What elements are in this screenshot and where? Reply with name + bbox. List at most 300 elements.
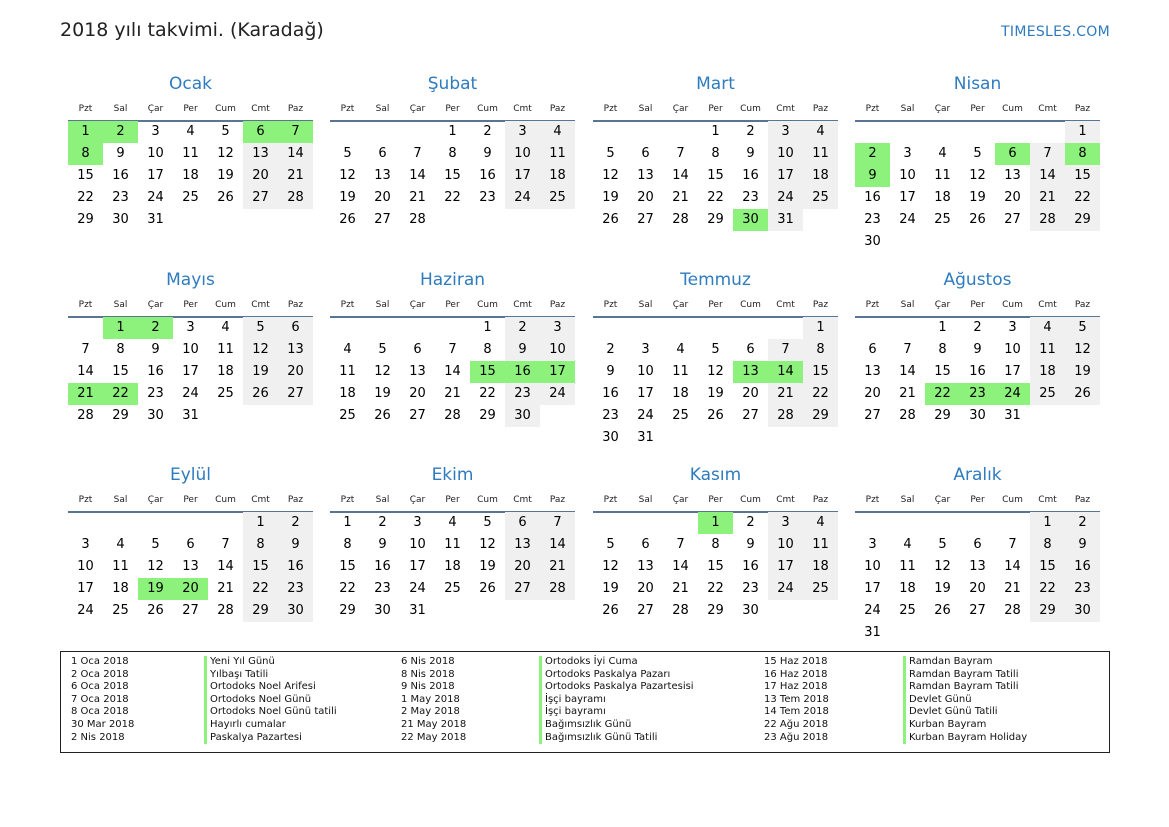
- day-cell: 27: [278, 383, 313, 405]
- day-cell: 11: [672, 364, 689, 379]
- weekday-label: Cum: [477, 104, 498, 114]
- day-cell: 16: [1065, 556, 1100, 578]
- holiday-name: İşçi bayramı: [539, 706, 606, 719]
- day-cell: 24: [864, 603, 881, 618]
- day-cell: 25: [182, 190, 199, 205]
- day-cell: 15: [77, 168, 94, 183]
- day-cell: 2: [378, 515, 387, 530]
- day-cell: 25: [217, 386, 234, 401]
- holiday-day-cell: 21: [68, 383, 103, 405]
- day-cell: 20: [409, 386, 426, 401]
- day-cell: 25: [112, 603, 129, 618]
- weekday-header: [330, 495, 575, 507]
- day-cell: 25: [803, 187, 838, 209]
- weekday-label: Per: [183, 104, 198, 114]
- weekday-label: Çar: [934, 104, 951, 114]
- day-cell: 13: [969, 559, 986, 574]
- weekday-label: Per: [183, 300, 198, 310]
- day-cell: 16: [278, 556, 313, 578]
- month-name: Haziran: [419, 270, 486, 290]
- day-cell: 23: [112, 190, 129, 205]
- day-cell: 15: [1065, 165, 1100, 187]
- weekday-label: Çar: [147, 104, 164, 114]
- day-cell: 9: [973, 342, 982, 357]
- day-cell: 7: [81, 342, 90, 357]
- day-cell: 18: [540, 165, 575, 187]
- month-name: Ağustos: [943, 270, 1012, 290]
- day-cell: 28: [672, 603, 689, 618]
- day-cell: 3: [413, 515, 422, 530]
- day-cell: 22: [479, 386, 496, 401]
- month-name: Temmuz: [680, 270, 751, 290]
- weekday-label: Çar: [147, 300, 164, 310]
- weekday-label: Per: [708, 495, 723, 505]
- day-cell: 4: [221, 320, 230, 335]
- day-cell: 27: [637, 212, 654, 227]
- day-cell: 28: [278, 187, 313, 209]
- day-cell: 26: [934, 603, 951, 618]
- weekday-label: Cum: [1002, 495, 1023, 505]
- day-cell: 18: [444, 559, 461, 574]
- day-cell: 6: [641, 146, 650, 161]
- day-cell: 25: [672, 408, 689, 423]
- day-cell: 10: [505, 143, 540, 165]
- day-cell: 24: [899, 212, 916, 227]
- day-cell: 27: [969, 603, 986, 618]
- holiday-day-cell: 22: [925, 383, 960, 405]
- day-cell: 28: [409, 212, 426, 227]
- holiday-date: 8 Nis 2018: [401, 668, 455, 680]
- day-cell: 6: [973, 537, 982, 552]
- day-cell: 21: [217, 581, 234, 596]
- day-cell: 20: [742, 386, 759, 401]
- holiday-date: 2 Oca 2018: [71, 668, 129, 680]
- day-cell: 29: [1030, 600, 1065, 622]
- day-cell: 3: [1008, 320, 1017, 335]
- holiday-date: 8 Oca 2018: [71, 706, 129, 718]
- day-cell: 12: [243, 339, 278, 361]
- day-cell: 11: [803, 534, 838, 556]
- weekday-label: Cum: [740, 104, 761, 114]
- day-cell: 31: [768, 209, 803, 231]
- day-cell: 12: [602, 559, 619, 574]
- day-cell: 6: [413, 342, 422, 357]
- weekday-label: Paz: [812, 300, 829, 310]
- weekday-label: Cmt: [513, 104, 532, 114]
- day-cell: 11: [217, 342, 234, 357]
- day-cell: 10: [768, 143, 803, 165]
- day-cell: 7: [221, 537, 230, 552]
- day-cell: 13: [374, 168, 391, 183]
- month-name: Nisan: [953, 74, 1002, 94]
- day-cell: 8: [711, 537, 720, 552]
- day-cell: 12: [602, 168, 619, 183]
- day-cell: 30: [112, 212, 129, 227]
- day-cell: 14: [672, 168, 689, 183]
- weekday-label: Cum: [215, 300, 236, 310]
- day-cell: 26: [339, 212, 356, 227]
- day-cell: 28: [672, 212, 689, 227]
- day-cell: 5: [606, 537, 615, 552]
- weekday-label: Pzt: [340, 495, 355, 505]
- day-cell: 3: [81, 537, 90, 552]
- day-cell: 23: [374, 581, 391, 596]
- day-cell: 4: [1030, 317, 1065, 339]
- day-cell: 20: [864, 386, 881, 401]
- day-cell: 12: [934, 559, 951, 574]
- day-cell: 22: [77, 190, 94, 205]
- day-cell: 9: [1065, 534, 1100, 556]
- day-cell: 30: [602, 430, 619, 445]
- day-cell: 24: [182, 386, 199, 401]
- day-cell: 18: [112, 581, 129, 596]
- day-cell: 17: [637, 386, 654, 401]
- day-cell: 20: [637, 581, 654, 596]
- holiday-date: 14 Tem 2018: [764, 706, 829, 718]
- day-cell: 23: [147, 386, 164, 401]
- day-cell: 16: [742, 168, 759, 183]
- day-cell: 16: [864, 190, 881, 205]
- holiday-day-cell: 13: [733, 361, 768, 383]
- day-cell: 9: [378, 537, 387, 552]
- day-cell: 17: [182, 364, 199, 379]
- holiday-name: Ramdan Bayram Tatili: [903, 669, 1019, 682]
- day-cell: 30: [742, 603, 759, 618]
- holiday-date: 2 Nis 2018: [71, 731, 125, 743]
- day-cell: 7: [1030, 143, 1065, 165]
- day-cell: 31: [147, 212, 164, 227]
- weekday-label: Paz: [1074, 104, 1091, 114]
- day-cell: 7: [448, 342, 457, 357]
- day-cell: 4: [803, 121, 838, 143]
- day-cell: 30: [147, 408, 164, 423]
- day-cell: 19: [243, 361, 278, 383]
- day-cell: 9: [746, 537, 755, 552]
- day-cell: 7: [676, 146, 685, 161]
- weekday-label: Per: [183, 495, 198, 505]
- month-calendar: [68, 465, 313, 650]
- weekday-label: Cmt: [513, 495, 532, 505]
- day-cell: 6: [378, 146, 387, 161]
- day-cell: 5: [151, 537, 160, 552]
- day-cell: 10: [540, 339, 575, 361]
- day-cell: 29: [479, 408, 496, 423]
- day-cell: 15: [707, 559, 724, 574]
- day-cell: 30: [505, 405, 540, 427]
- day-cell: 11: [540, 143, 575, 165]
- day-cell: 17: [864, 581, 881, 596]
- holiday-day-cell: 2: [138, 317, 173, 339]
- day-cell: 3: [768, 121, 803, 143]
- day-cell: 6: [868, 342, 877, 357]
- day-cell: 14: [1030, 165, 1065, 187]
- weekday-label: Paz: [549, 104, 566, 114]
- day-cell: 18: [672, 386, 689, 401]
- weekday-header: [68, 104, 313, 116]
- day-cell: 7: [540, 512, 575, 534]
- holiday-date: 22 Ağu 2018: [764, 719, 829, 730]
- holiday-date: 1 Oca 2018: [71, 656, 129, 667]
- weekday-label: Sal: [113, 300, 128, 310]
- day-cell: 22: [243, 578, 278, 600]
- day-cell: 11: [339, 364, 356, 379]
- day-cell: 5: [378, 342, 387, 357]
- day-cell: 28: [77, 408, 94, 423]
- day-cell: 3: [641, 342, 650, 357]
- weekday-label: Cum: [740, 495, 761, 505]
- weekday-label: Sal: [375, 104, 390, 114]
- day-cell: 16: [147, 364, 164, 379]
- weekday-label: Paz: [549, 300, 566, 310]
- day-cell: 9: [116, 146, 125, 161]
- day-cell: 25: [899, 603, 916, 618]
- holiday-day-cell: 22: [103, 383, 138, 405]
- day-cell: 4: [803, 512, 838, 534]
- weekday-label: Per: [708, 104, 723, 114]
- day-cell: 30: [278, 600, 313, 622]
- day-cell: 3: [903, 146, 912, 161]
- month-calendar: [330, 465, 575, 650]
- weekday-label: Cmt: [251, 104, 270, 114]
- day-cell: 29: [243, 600, 278, 622]
- day-cell: 14: [444, 364, 461, 379]
- day-cell: 11: [444, 537, 461, 552]
- day-cell: 27: [409, 408, 426, 423]
- day-cell: 19: [602, 581, 619, 596]
- weekday-label: Çar: [409, 495, 426, 505]
- day-cell: 8: [116, 342, 125, 357]
- weekday-label: Paz: [287, 104, 304, 114]
- day-cell: 8: [938, 342, 947, 357]
- holiday-day-cell: 8: [68, 143, 103, 165]
- day-cell: 17: [1004, 364, 1021, 379]
- day-cell: 13: [409, 364, 426, 379]
- day-cell: 21: [444, 386, 461, 401]
- day-cell: 26: [479, 581, 496, 596]
- holiday-name: Ortodoks Noel Arifesi: [204, 681, 316, 694]
- day-cell: 5: [343, 146, 352, 161]
- holiday-date: 16 Haz 2018: [764, 668, 828, 680]
- day-cell: 13: [505, 534, 540, 556]
- weekday-label: Cum: [215, 495, 236, 505]
- weekday-label: Sal: [638, 495, 653, 505]
- holiday-day-cell: 7: [278, 121, 313, 143]
- weekday-label: Çar: [672, 300, 689, 310]
- day-cell: 4: [903, 537, 912, 552]
- day-cell: 10: [182, 342, 199, 357]
- weekday-label: Per: [708, 300, 723, 310]
- header-divider: [593, 316, 838, 318]
- weekday-label: Paz: [287, 495, 304, 505]
- day-cell: 22: [707, 190, 724, 205]
- day-cell: 20: [374, 190, 391, 205]
- calendar-grid: [68, 74, 1102, 644]
- weekday-header: [593, 300, 838, 312]
- day-cell: 25: [540, 187, 575, 209]
- day-cell: 31: [182, 408, 199, 423]
- day-cell: 2: [973, 320, 982, 335]
- weekday-label: Cmt: [776, 495, 795, 505]
- weekday-label: Sal: [900, 300, 915, 310]
- day-cell: 24: [768, 187, 803, 209]
- day-cell: 30: [374, 603, 391, 618]
- weekday-label: Pzt: [340, 300, 355, 310]
- weekday-header: [855, 495, 1100, 507]
- day-cell: 14: [540, 534, 575, 556]
- weekday-label: Paz: [812, 104, 829, 114]
- holiday-name: Devlet Günü Tatili: [903, 706, 998, 719]
- day-cell: 4: [343, 342, 352, 357]
- holiday-day-cell: 16: [505, 361, 540, 383]
- holiday-name: Ramdan Bayram: [903, 656, 992, 669]
- weekday-label: Sal: [375, 495, 390, 505]
- day-cell: 5: [243, 317, 278, 339]
- day-cell: 8: [343, 537, 352, 552]
- month-calendar: [68, 74, 313, 259]
- day-cell: 22: [339, 581, 356, 596]
- weekday-label: Sal: [900, 104, 915, 114]
- day-cell: 21: [409, 190, 426, 205]
- day-cell: 5: [973, 146, 982, 161]
- weekday-label: Cum: [477, 495, 498, 505]
- day-cell: 15: [1030, 556, 1065, 578]
- weekday-label: Cmt: [1038, 300, 1057, 310]
- day-cell: 18: [182, 168, 199, 183]
- day-cell: 13: [864, 364, 881, 379]
- holiday-name: Kurban Bayram Holiday: [903, 732, 1027, 745]
- day-cell: 4: [676, 342, 685, 357]
- header-divider: [855, 120, 1100, 122]
- day-cell: 24: [540, 383, 575, 405]
- weekday-label: Sal: [113, 495, 128, 505]
- day-cell: 11: [182, 146, 199, 161]
- day-cell: 4: [448, 515, 457, 530]
- month-calendar: [855, 465, 1100, 650]
- day-cell: 5: [711, 342, 720, 357]
- holiday-name: Ramdan Bayram Tatili: [903, 681, 1019, 694]
- day-cell: 10: [899, 168, 916, 183]
- day-cell: 17: [409, 559, 426, 574]
- holiday-date: 15 Haz 2018: [764, 656, 828, 667]
- month-name: Mart: [696, 74, 735, 94]
- month-calendar: [68, 270, 313, 455]
- weekday-label: Pzt: [78, 300, 93, 310]
- day-cell: 24: [147, 190, 164, 205]
- day-cell: 15: [243, 556, 278, 578]
- day-cell: 9: [606, 364, 615, 379]
- weekday-label: Per: [970, 104, 985, 114]
- holiday-name: Yılbaşı Tatili: [204, 669, 268, 682]
- day-cell: 7: [768, 339, 803, 361]
- weekday-label: Çar: [672, 104, 689, 114]
- day-cell: 12: [479, 537, 496, 552]
- day-cell: 14: [409, 168, 426, 183]
- day-cell: 22: [1065, 187, 1100, 209]
- day-cell: 31: [864, 625, 881, 640]
- day-cell: 3: [540, 317, 575, 339]
- holiday-day-cell: 23: [960, 383, 995, 405]
- month-calendar: [855, 270, 1100, 455]
- day-cell: 26: [1065, 383, 1100, 405]
- weekday-label: Paz: [1074, 495, 1091, 505]
- holiday-day-cell: 14: [768, 361, 803, 383]
- day-cell: 22: [444, 190, 461, 205]
- day-cell: 2: [483, 124, 492, 139]
- day-cell: 22: [1030, 578, 1065, 600]
- weekday-label: Çar: [147, 495, 164, 505]
- day-cell: 1: [1030, 512, 1065, 534]
- day-cell: 28: [444, 408, 461, 423]
- brand-link[interactable]: TIMESLES.COM: [1001, 24, 1110, 40]
- weekday-label: Cmt: [1038, 495, 1057, 505]
- day-cell: 5: [1065, 317, 1100, 339]
- holiday-day-cell: 1: [103, 317, 138, 339]
- month-calendar: [593, 270, 838, 455]
- day-cell: 10: [147, 146, 164, 161]
- day-cell: 25: [444, 581, 461, 596]
- day-cell: 28: [768, 405, 803, 427]
- holiday-name: Ortodoks İyi Cuma: [539, 656, 638, 669]
- day-cell: 18: [803, 556, 838, 578]
- weekday-label: Per: [445, 300, 460, 310]
- weekday-header: [68, 495, 313, 507]
- weekday-label: Cmt: [776, 300, 795, 310]
- day-cell: 19: [374, 386, 391, 401]
- holiday-day-cell: 1: [698, 512, 733, 534]
- month-name: Ocak: [169, 74, 212, 94]
- holiday-day-cell: 9: [855, 165, 890, 187]
- day-cell: 1: [803, 317, 838, 339]
- day-cell: 15: [112, 364, 129, 379]
- day-cell: 1: [711, 124, 720, 139]
- day-cell: 31: [409, 603, 426, 618]
- weekday-label: Cmt: [251, 495, 270, 505]
- holiday-name: Hayırlı cumalar: [204, 719, 286, 732]
- holiday-date: 6 Oca 2018: [71, 681, 129, 693]
- day-cell: 9: [151, 342, 160, 357]
- day-cell: 14: [77, 364, 94, 379]
- day-cell: 13: [1004, 168, 1021, 183]
- weekday-label: Sal: [900, 495, 915, 505]
- day-cell: 18: [803, 165, 838, 187]
- day-cell: 10: [768, 534, 803, 556]
- holiday-date: 30 Mar 2018: [71, 719, 135, 730]
- day-cell: 13: [182, 559, 199, 574]
- day-cell: 20: [1004, 190, 1021, 205]
- weekday-label: Cum: [215, 104, 236, 114]
- weekday-header: [855, 300, 1100, 312]
- day-cell: 28: [1004, 603, 1021, 618]
- day-cell: 29: [707, 603, 724, 618]
- weekday-label: Sal: [638, 104, 653, 114]
- holiday-date: 7 Oca 2018: [71, 693, 129, 705]
- day-cell: 3: [768, 512, 803, 534]
- holiday-day-cell: 20: [173, 578, 208, 600]
- day-cell: 18: [899, 581, 916, 596]
- day-cell: 9: [505, 339, 540, 361]
- weekday-header: [68, 300, 313, 312]
- day-cell: 22: [707, 581, 724, 596]
- day-cell: 11: [1030, 339, 1065, 361]
- day-cell: 12: [147, 559, 164, 574]
- day-cell: 28: [217, 603, 234, 618]
- day-cell: 26: [707, 408, 724, 423]
- weekday-label: Pzt: [603, 104, 618, 114]
- day-cell: 14: [1004, 559, 1021, 574]
- day-cell: 17: [77, 581, 94, 596]
- day-cell: 27: [182, 603, 199, 618]
- day-cell: 24: [77, 603, 94, 618]
